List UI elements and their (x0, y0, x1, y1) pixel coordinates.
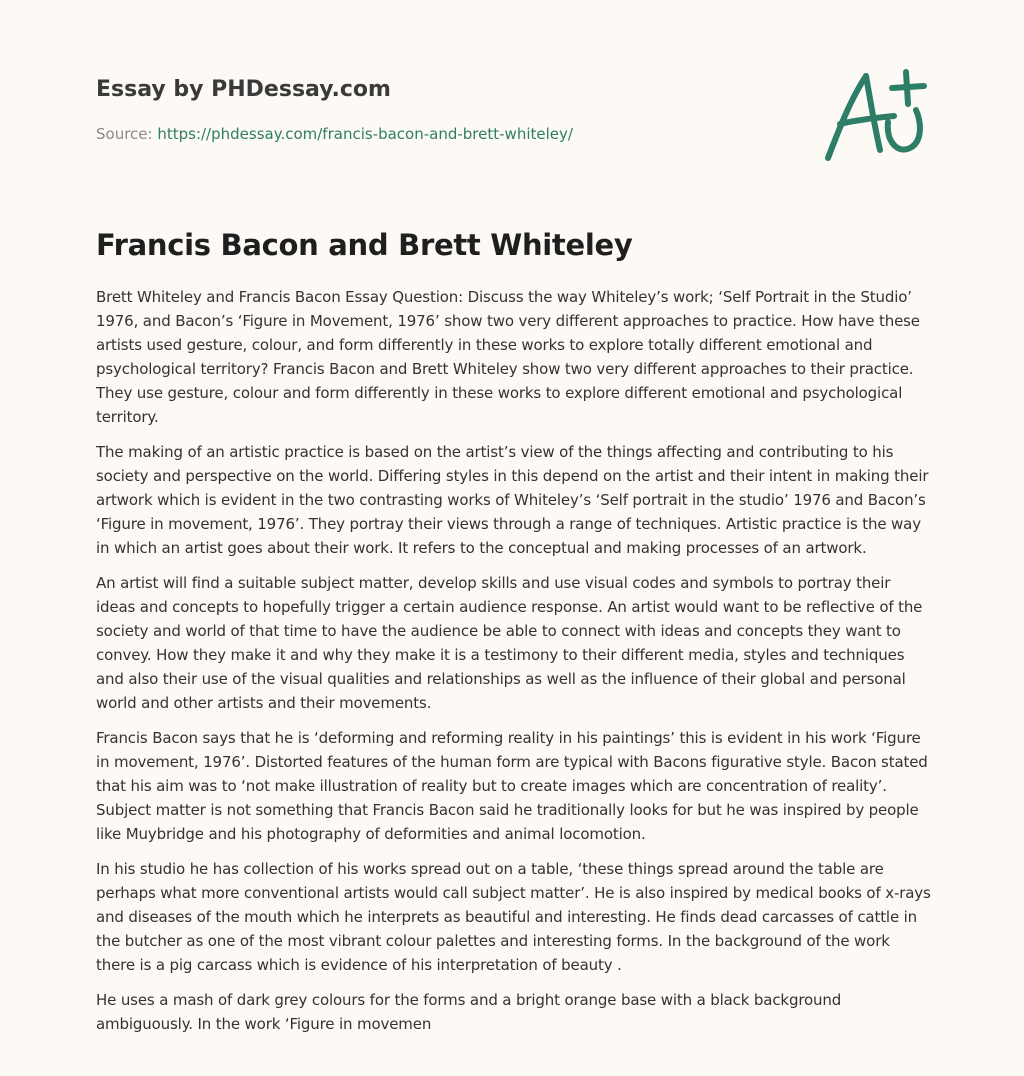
page-header (96, 76, 796, 144)
a-plus-logo-icon (818, 62, 934, 168)
article-paragraph: Francis Bacon says that he is ‘deforming and reforming reality in his paintings’ this is evident in his work ‘Figure in movement, 1976’. Distorted features of the human form are typical with Bacons figurative style. Bacon stated that his aim was to ‘not make illustration of reality but to create images which are concentration of reality’. Subject matter is not something that Francis Bacon said he traditionally looks for but he was inspired by people like Muybridge and his photography of deformities and animal locomotion. (96, 729, 928, 843)
article-paragraph: The making of an artistic practice is based on the artist’s view of the things affecting and contributing to his society and perspective on the world. Differing styles in this depend on the artist and their intent in making their artwork which is evident in the two contrasting works of Whiteley’s ‘Self portrait in the studio’ 1976 and Bacon’s ‘Figure in movement, 1976’. They portray their views through a range of techniques. Artistic practice is the way in which an artist goes about their work. It refers to the conceptual and making processes of an artwork. (96, 443, 929, 557)
source-link[interactable]: https://phdessay.com/francis-bacon-and-brett-whiteley/ (157, 125, 573, 143)
site-title: Essay by PHDessay.com (96, 77, 391, 102)
article-body (96, 285, 932, 1047)
article-paragraph: An artist will find a suitable subject matter, develop skills and use visual codes and symbols to portray their ideas and concepts to hopefully trigger a certain audience response. An artist would want to be reflective of the society and world of that time to have the audience be able to connect with ideas and concepts they want to convey. How they make it and why they make it is a testimony to their different media, styles and techniques and also their use of the visual qualities and relationships as well as the influence of their global and personal world and other artists and their movements. (96, 574, 923, 712)
source-line (96, 124, 796, 144)
source-label: Source: (96, 125, 158, 143)
article-paragraph: In his studio he has collection of his works spread out on a table, ‘these things spread around the table are perhaps what more conventional artists would call subject matter’. He is also inspired by medical books of x-rays and diseases of the mouth which he interprets as beautiful and interesting. He finds dead carcasses of cattle in the butcher as one of the most vibrant colour palettes and interesting forms. In the background of the work there is a pig carcass which is evidence of his interpretation of beauty . (96, 860, 931, 974)
article-paragraph: Brett Whiteley and Francis Bacon Essay Question: Discuss the way Whiteley’s work; ‘Self Portrait in the Studio’ 1976, and Bacon’s ‘Figure in Movement, 1976’ show two very different approaches to practice. How have these artists used gesture, colour, and form differently in these works to explore totally different emotional and psychological territory? Francis Bacon and Brett Whiteley show two very different approaches to their practice. They use gesture, colour and form differently in these works to explore different emotional and psychological territory. (96, 288, 920, 426)
article-paragraph: He uses a mash of dark grey colours for the forms and a bright orange base with a black background ambiguously. In the work ‘Figure in movemen (96, 991, 842, 1033)
article-title: Francis Bacon and Brett Whiteley (96, 228, 633, 262)
